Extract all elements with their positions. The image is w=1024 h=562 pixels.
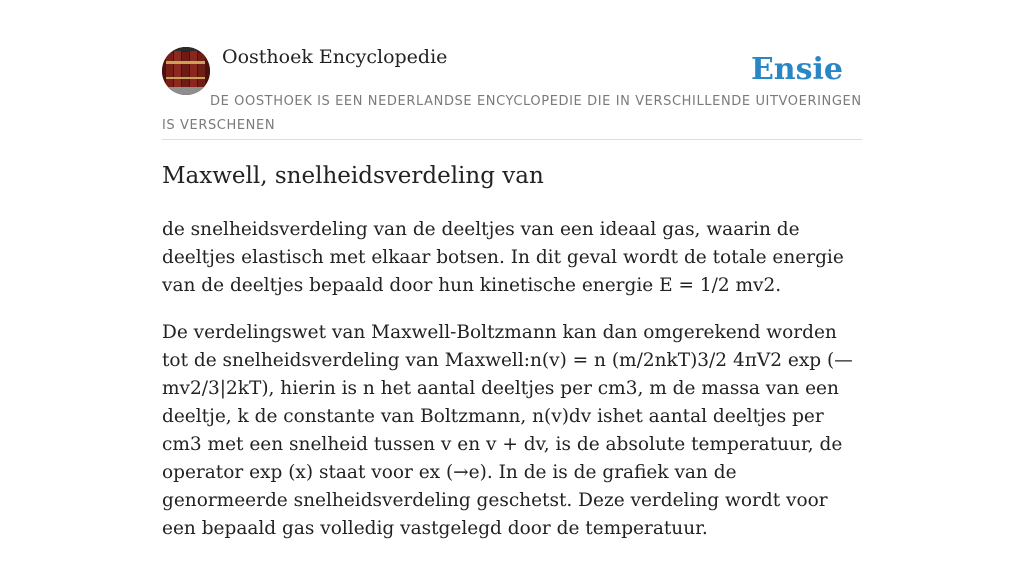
site-tagline: DE OOSTHOEK IS EEN NEDERLANDSE ENCYCLOPEDIE DIE IN VERSCHILLENDE UITVOERINGEN IS VERSCHENEN (162, 94, 862, 133)
site-name-link[interactable]: Oosthoek Encyclopedie (222, 46, 448, 68)
brand-logo-link[interactable]: Ensie (750, 52, 843, 87)
article-body (162, 216, 862, 562)
page-container (162, 0, 862, 539)
article-paragraph: de snelheidsverdeling van de deeltjes van een ideaal gas, waarin de deeltjes elastisch met elkaar botsen. In dit geval wordt de totale energie van de deeltjes bepaald door hun kinetische energie E = 1/2 mv2. (162, 219, 844, 296)
site-header (162, 0, 862, 140)
encyclopedia-books-icon[interactable] (162, 47, 210, 95)
article-paragraph: De verdelingswet van Maxwell-Boltzmann kan dan omgerekend worden tot de snelheidsverdeling van Maxwell:n(v) = n (m/2nkT)3/2 4πV2 exp (—mv2/3|2kT), hierin is n het aantal deeltjes per cm3, m de massa van een deeltje, k de constante van Boltzmann, n(v)dv ishet aantal deeltjes per cm3 met een snelheid tussen v en v + dv, is de absolute temperatuur, de operator exp (x) staat voor ex (→e). In de is de grafiek van de genormeerde snelheidsverdeling geschetst. Deze verdeling wordt voor een bepaald gas volledig vastgelegd door de temperatuur. (162, 322, 853, 539)
article-title: Maxwell, snelheidsverdeling van (162, 163, 544, 189)
